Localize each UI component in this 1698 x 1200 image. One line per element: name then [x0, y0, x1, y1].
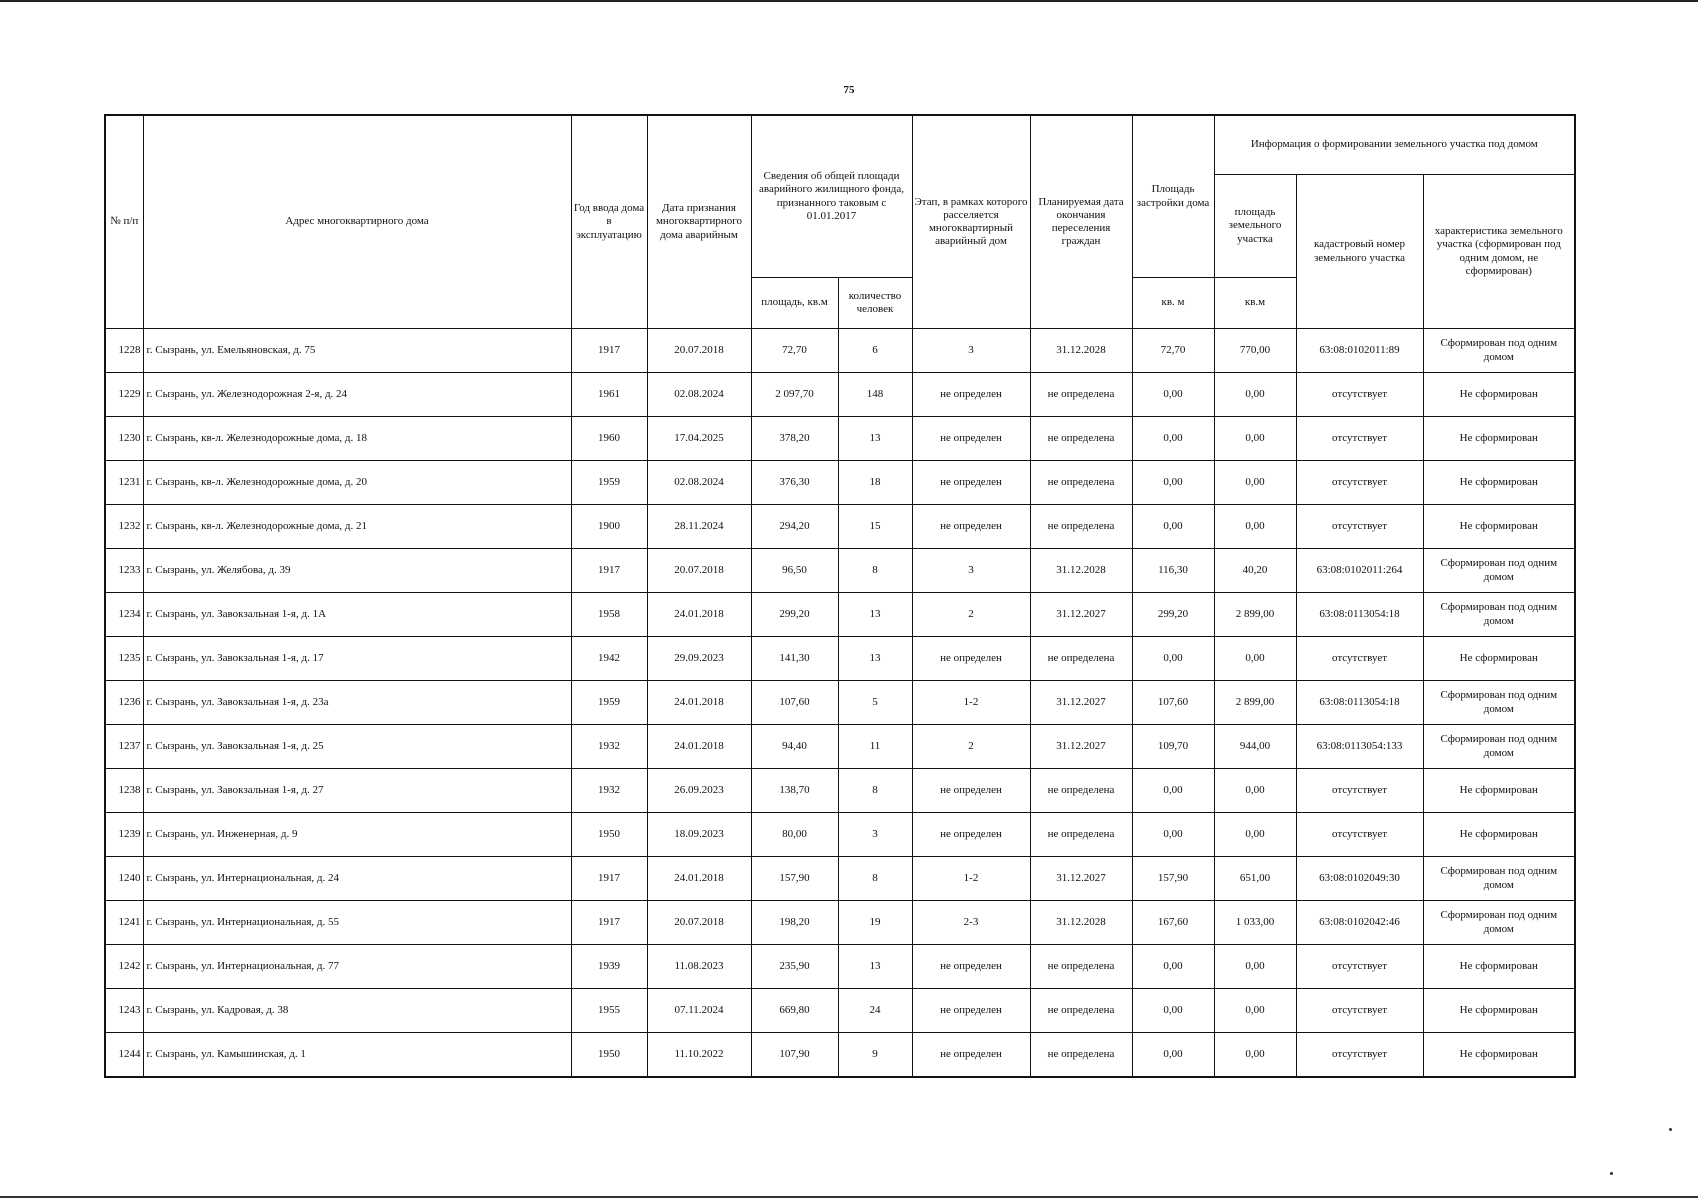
date-recognized-cell: 11.10.2022: [647, 1033, 751, 1078]
top-scan-border: [0, 0, 1698, 2]
planned-date-cell: 31.12.2028: [1030, 901, 1132, 945]
scan-speck: [1669, 1128, 1672, 1131]
people-cell: 3: [838, 813, 912, 857]
built-area-cell: 299,20: [1132, 593, 1214, 637]
built-area-cell: 167,60: [1132, 901, 1214, 945]
built-area-cell: 107,60: [1132, 681, 1214, 725]
header-area-sub: площадь, кв.м: [751, 278, 838, 329]
header-built-area: Площадь застройки дома: [1132, 115, 1214, 278]
date-recognized-cell: 24.01.2018: [647, 593, 751, 637]
cadastral-cell: отсутствует: [1296, 1033, 1423, 1078]
stage-cell: 3: [912, 329, 1030, 373]
characteristic-cell: Сформирован под одним домом: [1423, 593, 1575, 637]
planned-date-cell: не определена: [1030, 813, 1132, 857]
header-land-area: площадь земельного участка: [1214, 175, 1296, 278]
people-cell: 13: [838, 417, 912, 461]
cadastral-cell: 63:08:0113054:133: [1296, 725, 1423, 769]
table-row: [105, 1033, 1575, 1078]
planned-date-cell: не определена: [1030, 373, 1132, 417]
area-cell: 299,20: [751, 593, 838, 637]
stage-cell: не определен: [912, 769, 1030, 813]
built-area-cell: 0,00: [1132, 373, 1214, 417]
row-number-cell: 1237: [105, 725, 143, 769]
planned-date-cell: 31.12.2027: [1030, 593, 1132, 637]
table-row: [105, 725, 1575, 769]
table-body: [105, 329, 1575, 1078]
address-cell: г. Сызрань, ул. Емельяновская, д. 75: [143, 329, 571, 373]
year-cell: 1917: [571, 901, 647, 945]
row-number-cell: 1233: [105, 549, 143, 593]
row-number-cell: 1239: [105, 813, 143, 857]
page-number: 75: [843, 84, 855, 96]
land-area-cell: 0,00: [1214, 1033, 1296, 1078]
address-cell: г. Сызрань, ул. Завокзальная 1-я, д. 1А: [143, 593, 571, 637]
cadastral-cell: 63:08:0113054:18: [1296, 593, 1423, 637]
stage-cell: не определен: [912, 989, 1030, 1033]
area-cell: 138,70: [751, 769, 838, 813]
planned-date-cell: 31.12.2027: [1030, 857, 1132, 901]
built-area-cell: 0,00: [1132, 417, 1214, 461]
date-recognized-cell: 02.08.2024: [647, 373, 751, 417]
date-recognized-cell: 11.08.2023: [647, 945, 751, 989]
date-recognized-cell: 28.11.2024: [647, 505, 751, 549]
address-cell: г. Сызрань, кв-л. Железнодорожные дома, д. 21: [143, 505, 571, 549]
people-cell: 6: [838, 329, 912, 373]
cadastral-cell: отсутствует: [1296, 373, 1423, 417]
characteristic-cell: Сформирован под одним домом: [1423, 549, 1575, 593]
header-people-sub: количество человек: [838, 278, 912, 329]
row-number-cell: 1231: [105, 461, 143, 505]
built-area-cell: 116,30: [1132, 549, 1214, 593]
date-recognized-cell: 20.07.2018: [647, 329, 751, 373]
people-cell: 15: [838, 505, 912, 549]
address-cell: г. Сызрань, ул. Кадровая, д. 38: [143, 989, 571, 1033]
stage-cell: не определен: [912, 813, 1030, 857]
header-land-area-unit: кв.м: [1214, 278, 1296, 329]
cadastral-cell: отсутствует: [1296, 813, 1423, 857]
header-year: Год ввода дома в эксплуатацию: [571, 115, 647, 329]
address-cell: г. Сызрань, ул. Интернациональная, д. 24: [143, 857, 571, 901]
characteristic-cell: Не сформирован: [1423, 989, 1575, 1033]
date-recognized-cell: 17.04.2025: [647, 417, 751, 461]
cadastral-cell: отсутствует: [1296, 945, 1423, 989]
built-area-cell: 0,00: [1132, 769, 1214, 813]
row-number-cell: 1240: [105, 857, 143, 901]
address-cell: г. Сызрань, ул. Завокзальная 1-я, д. 25: [143, 725, 571, 769]
land-area-cell: 770,00: [1214, 329, 1296, 373]
row-number-cell: 1236: [105, 681, 143, 725]
date-recognized-cell: 26.09.2023: [647, 769, 751, 813]
planned-date-cell: 31.12.2027: [1030, 725, 1132, 769]
planned-date-cell: не определена: [1030, 637, 1132, 681]
table-row: [105, 901, 1575, 945]
area-cell: 376,30: [751, 461, 838, 505]
header-stage: Этап, в рамках которого расселяется многоквартирный аварийный дом: [912, 115, 1030, 329]
cadastral-cell: отсутствует: [1296, 769, 1423, 813]
cadastral-cell: отсутствует: [1296, 417, 1423, 461]
row-number-cell: 1229: [105, 373, 143, 417]
header-built-area-unit: кв. м: [1132, 278, 1214, 329]
cadastral-cell: отсутствует: [1296, 505, 1423, 549]
characteristic-cell: Не сформирован: [1423, 461, 1575, 505]
header-planned-date: Планируемая дата окончания переселения граждан: [1030, 115, 1132, 329]
year-cell: 1939: [571, 945, 647, 989]
land-area-cell: 0,00: [1214, 945, 1296, 989]
year-cell: 1955: [571, 989, 647, 1033]
address-cell: г. Сызрань, ул. Завокзальная 1-я, д. 17: [143, 637, 571, 681]
table-row: [105, 989, 1575, 1033]
address-cell: г. Сызрань, ул. Инженерная, д. 9: [143, 813, 571, 857]
land-area-cell: 0,00: [1214, 813, 1296, 857]
stage-cell: не определен: [912, 505, 1030, 549]
land-area-cell: 0,00: [1214, 637, 1296, 681]
planned-date-cell: не определена: [1030, 461, 1132, 505]
characteristic-cell: Не сформирован: [1423, 373, 1575, 417]
cadastral-cell: 63:08:0102011:89: [1296, 329, 1423, 373]
built-area-cell: 0,00: [1132, 945, 1214, 989]
address-cell: г. Сызрань, кв-л. Железнодорожные дома, д. 20: [143, 461, 571, 505]
people-cell: 13: [838, 945, 912, 989]
row-number-cell: 1235: [105, 637, 143, 681]
row-number-cell: 1228: [105, 329, 143, 373]
built-area-cell: 0,00: [1132, 813, 1214, 857]
stage-cell: не определен: [912, 1033, 1030, 1078]
row-number-cell: 1241: [105, 901, 143, 945]
header-land-group: Информация о формировании земельного участка под домом: [1214, 115, 1575, 175]
date-recognized-cell: 20.07.2018: [647, 549, 751, 593]
emergency-housing-table: [104, 114, 1576, 1078]
people-cell: 13: [838, 593, 912, 637]
land-area-cell: 0,00: [1214, 373, 1296, 417]
planned-date-cell: 31.12.2028: [1030, 329, 1132, 373]
area-cell: 96,50: [751, 549, 838, 593]
area-cell: 94,40: [751, 725, 838, 769]
people-cell: 11: [838, 725, 912, 769]
address-cell: г. Сызрань, ул. Камышинская, д. 1: [143, 1033, 571, 1078]
people-cell: 8: [838, 857, 912, 901]
header-address: Адрес многоквартирного дома: [143, 115, 571, 329]
area-cell: 157,90: [751, 857, 838, 901]
cadastral-cell: 63:08:0102049:30: [1296, 857, 1423, 901]
address-cell: г. Сызрань, ул. Интернациональная, д. 55: [143, 901, 571, 945]
land-area-cell: 2 899,00: [1214, 593, 1296, 637]
table-row: [105, 769, 1575, 813]
area-cell: 141,30: [751, 637, 838, 681]
stage-cell: 2: [912, 593, 1030, 637]
year-cell: 1900: [571, 505, 647, 549]
table-row: [105, 857, 1575, 901]
built-area-cell: 0,00: [1132, 505, 1214, 549]
land-area-cell: 2 899,00: [1214, 681, 1296, 725]
year-cell: 1950: [571, 813, 647, 857]
year-cell: 1917: [571, 329, 647, 373]
people-cell: 19: [838, 901, 912, 945]
table-row: [105, 945, 1575, 989]
area-cell: 294,20: [751, 505, 838, 549]
header-cadastral: кадастровый номер земельного участка: [1296, 175, 1423, 329]
header-characteristic: характеристика земельного участка (сформирован под одним домом, не сформирован): [1423, 175, 1575, 329]
row-number-cell: 1242: [105, 945, 143, 989]
year-cell: 1959: [571, 681, 647, 725]
area-cell: 80,00: [751, 813, 838, 857]
header-date-recognized: Дата признания многоквартирного дома аварийным: [647, 115, 751, 329]
characteristic-cell: Не сформирован: [1423, 505, 1575, 549]
built-area-cell: 72,70: [1132, 329, 1214, 373]
address-cell: г. Сызрань, ул. Железнодорожная 2-я, д. 24: [143, 373, 571, 417]
row-number-cell: 1232: [105, 505, 143, 549]
cadastral-cell: отсутствует: [1296, 637, 1423, 681]
year-cell: 1917: [571, 549, 647, 593]
year-cell: 1917: [571, 857, 647, 901]
date-recognized-cell: 29.09.2023: [647, 637, 751, 681]
stage-cell: не определен: [912, 417, 1030, 461]
date-recognized-cell: 18.09.2023: [647, 813, 751, 857]
address-cell: г. Сызрань, ул. Желябова, д. 39: [143, 549, 571, 593]
stage-cell: не определен: [912, 461, 1030, 505]
built-area-cell: 109,70: [1132, 725, 1214, 769]
planned-date-cell: не определена: [1030, 945, 1132, 989]
area-cell: 235,90: [751, 945, 838, 989]
built-area-cell: 0,00: [1132, 461, 1214, 505]
people-cell: 9: [838, 1033, 912, 1078]
table-row: [105, 681, 1575, 725]
characteristic-cell: Сформирован под одним домом: [1423, 857, 1575, 901]
stage-cell: 1-2: [912, 681, 1030, 725]
header-area-info: Сведения об общей площади аварийного жилищного фонда, признанного таковым с 01.01.2017: [751, 115, 912, 278]
area-cell: 378,20: [751, 417, 838, 461]
built-area-cell: 0,00: [1132, 989, 1214, 1033]
people-cell: 24: [838, 989, 912, 1033]
table-row: [105, 461, 1575, 505]
year-cell: 1932: [571, 769, 647, 813]
land-area-cell: 0,00: [1214, 505, 1296, 549]
land-area-cell: 1 033,00: [1214, 901, 1296, 945]
planned-date-cell: не определена: [1030, 417, 1132, 461]
characteristic-cell: Сформирован под одним домом: [1423, 725, 1575, 769]
stage-cell: 2: [912, 725, 1030, 769]
row-number-cell: 1244: [105, 1033, 143, 1078]
stage-cell: не определен: [912, 373, 1030, 417]
table-row: [105, 549, 1575, 593]
stage-cell: 2-3: [912, 901, 1030, 945]
address-cell: г. Сызрань, ул. Завокзальная 1-я, д. 27: [143, 769, 571, 813]
stage-cell: не определен: [912, 945, 1030, 989]
built-area-cell: 0,00: [1132, 1033, 1214, 1078]
land-area-cell: 0,00: [1214, 769, 1296, 813]
cadastral-cell: 63:08:0113054:18: [1296, 681, 1423, 725]
cadastral-cell: отсутствует: [1296, 989, 1423, 1033]
built-area-cell: 0,00: [1132, 637, 1214, 681]
land-area-cell: 944,00: [1214, 725, 1296, 769]
year-cell: 1960: [571, 417, 647, 461]
area-cell: 198,20: [751, 901, 838, 945]
area-cell: 107,60: [751, 681, 838, 725]
year-cell: 1961: [571, 373, 647, 417]
cadastral-cell: 63:08:0102042:46: [1296, 901, 1423, 945]
people-cell: 8: [838, 769, 912, 813]
year-cell: 1959: [571, 461, 647, 505]
year-cell: 1942: [571, 637, 647, 681]
table-row: [105, 373, 1575, 417]
table-row: [105, 329, 1575, 373]
land-area-cell: 0,00: [1214, 417, 1296, 461]
year-cell: 1950: [571, 1033, 647, 1078]
built-area-cell: 157,90: [1132, 857, 1214, 901]
characteristic-cell: Не сформирован: [1423, 813, 1575, 857]
address-cell: г. Сызрань, кв-л. Железнодорожные дома, д. 18: [143, 417, 571, 461]
people-cell: 148: [838, 373, 912, 417]
land-area-cell: 651,00: [1214, 857, 1296, 901]
year-cell: 1932: [571, 725, 647, 769]
table-row: [105, 505, 1575, 549]
row-number-cell: 1238: [105, 769, 143, 813]
bottom-scan-border: [0, 1196, 1698, 1198]
table-row: [105, 593, 1575, 637]
characteristic-cell: Сформирован под одним домом: [1423, 901, 1575, 945]
stage-cell: 3: [912, 549, 1030, 593]
date-recognized-cell: 20.07.2018: [647, 901, 751, 945]
date-recognized-cell: 24.01.2018: [647, 681, 751, 725]
planned-date-cell: 31.12.2028: [1030, 549, 1132, 593]
planned-date-cell: не определена: [1030, 989, 1132, 1033]
characteristic-cell: Не сформирован: [1423, 945, 1575, 989]
area-cell: 72,70: [751, 329, 838, 373]
header-num: № п/п: [105, 115, 143, 329]
row-number-cell: 1230: [105, 417, 143, 461]
area-cell: 669,80: [751, 989, 838, 1033]
planned-date-cell: 31.12.2027: [1030, 681, 1132, 725]
row-number-cell: 1234: [105, 593, 143, 637]
table-row: [105, 417, 1575, 461]
stage-cell: 1-2: [912, 857, 1030, 901]
planned-date-cell: не определена: [1030, 769, 1132, 813]
land-area-cell: 0,00: [1214, 461, 1296, 505]
table-row: [105, 813, 1575, 857]
characteristic-cell: Не сформирован: [1423, 769, 1575, 813]
planned-date-cell: не определена: [1030, 505, 1132, 549]
year-cell: 1958: [571, 593, 647, 637]
land-area-cell: 40,20: [1214, 549, 1296, 593]
date-recognized-cell: 07.11.2024: [647, 989, 751, 1033]
people-cell: 13: [838, 637, 912, 681]
table-row: [105, 637, 1575, 681]
characteristic-cell: Не сформирован: [1423, 637, 1575, 681]
date-recognized-cell: 02.08.2024: [647, 461, 751, 505]
characteristic-cell: Сформирован под одним домом: [1423, 329, 1575, 373]
characteristic-cell: Сформирован под одним домом: [1423, 681, 1575, 725]
date-recognized-cell: 24.01.2018: [647, 857, 751, 901]
characteristic-cell: Не сформирован: [1423, 417, 1575, 461]
people-cell: 18: [838, 461, 912, 505]
cadastral-cell: 63:08:0102011:264: [1296, 549, 1423, 593]
people-cell: 5: [838, 681, 912, 725]
date-recognized-cell: 24.01.2018: [647, 725, 751, 769]
row-number-cell: 1243: [105, 989, 143, 1033]
area-cell: 107,90: [751, 1033, 838, 1078]
area-cell: 2 097,70: [751, 373, 838, 417]
land-area-cell: 0,00: [1214, 989, 1296, 1033]
scan-speck: [1610, 1172, 1613, 1175]
address-cell: г. Сызрань, ул. Интернациональная, д. 77: [143, 945, 571, 989]
people-cell: 8: [838, 549, 912, 593]
characteristic-cell: Не сформирован: [1423, 1033, 1575, 1078]
stage-cell: не определен: [912, 637, 1030, 681]
planned-date-cell: не определена: [1030, 1033, 1132, 1078]
address-cell: г. Сызрань, ул. Завокзальная 1-я, д. 23а: [143, 681, 571, 725]
cadastral-cell: отсутствует: [1296, 461, 1423, 505]
